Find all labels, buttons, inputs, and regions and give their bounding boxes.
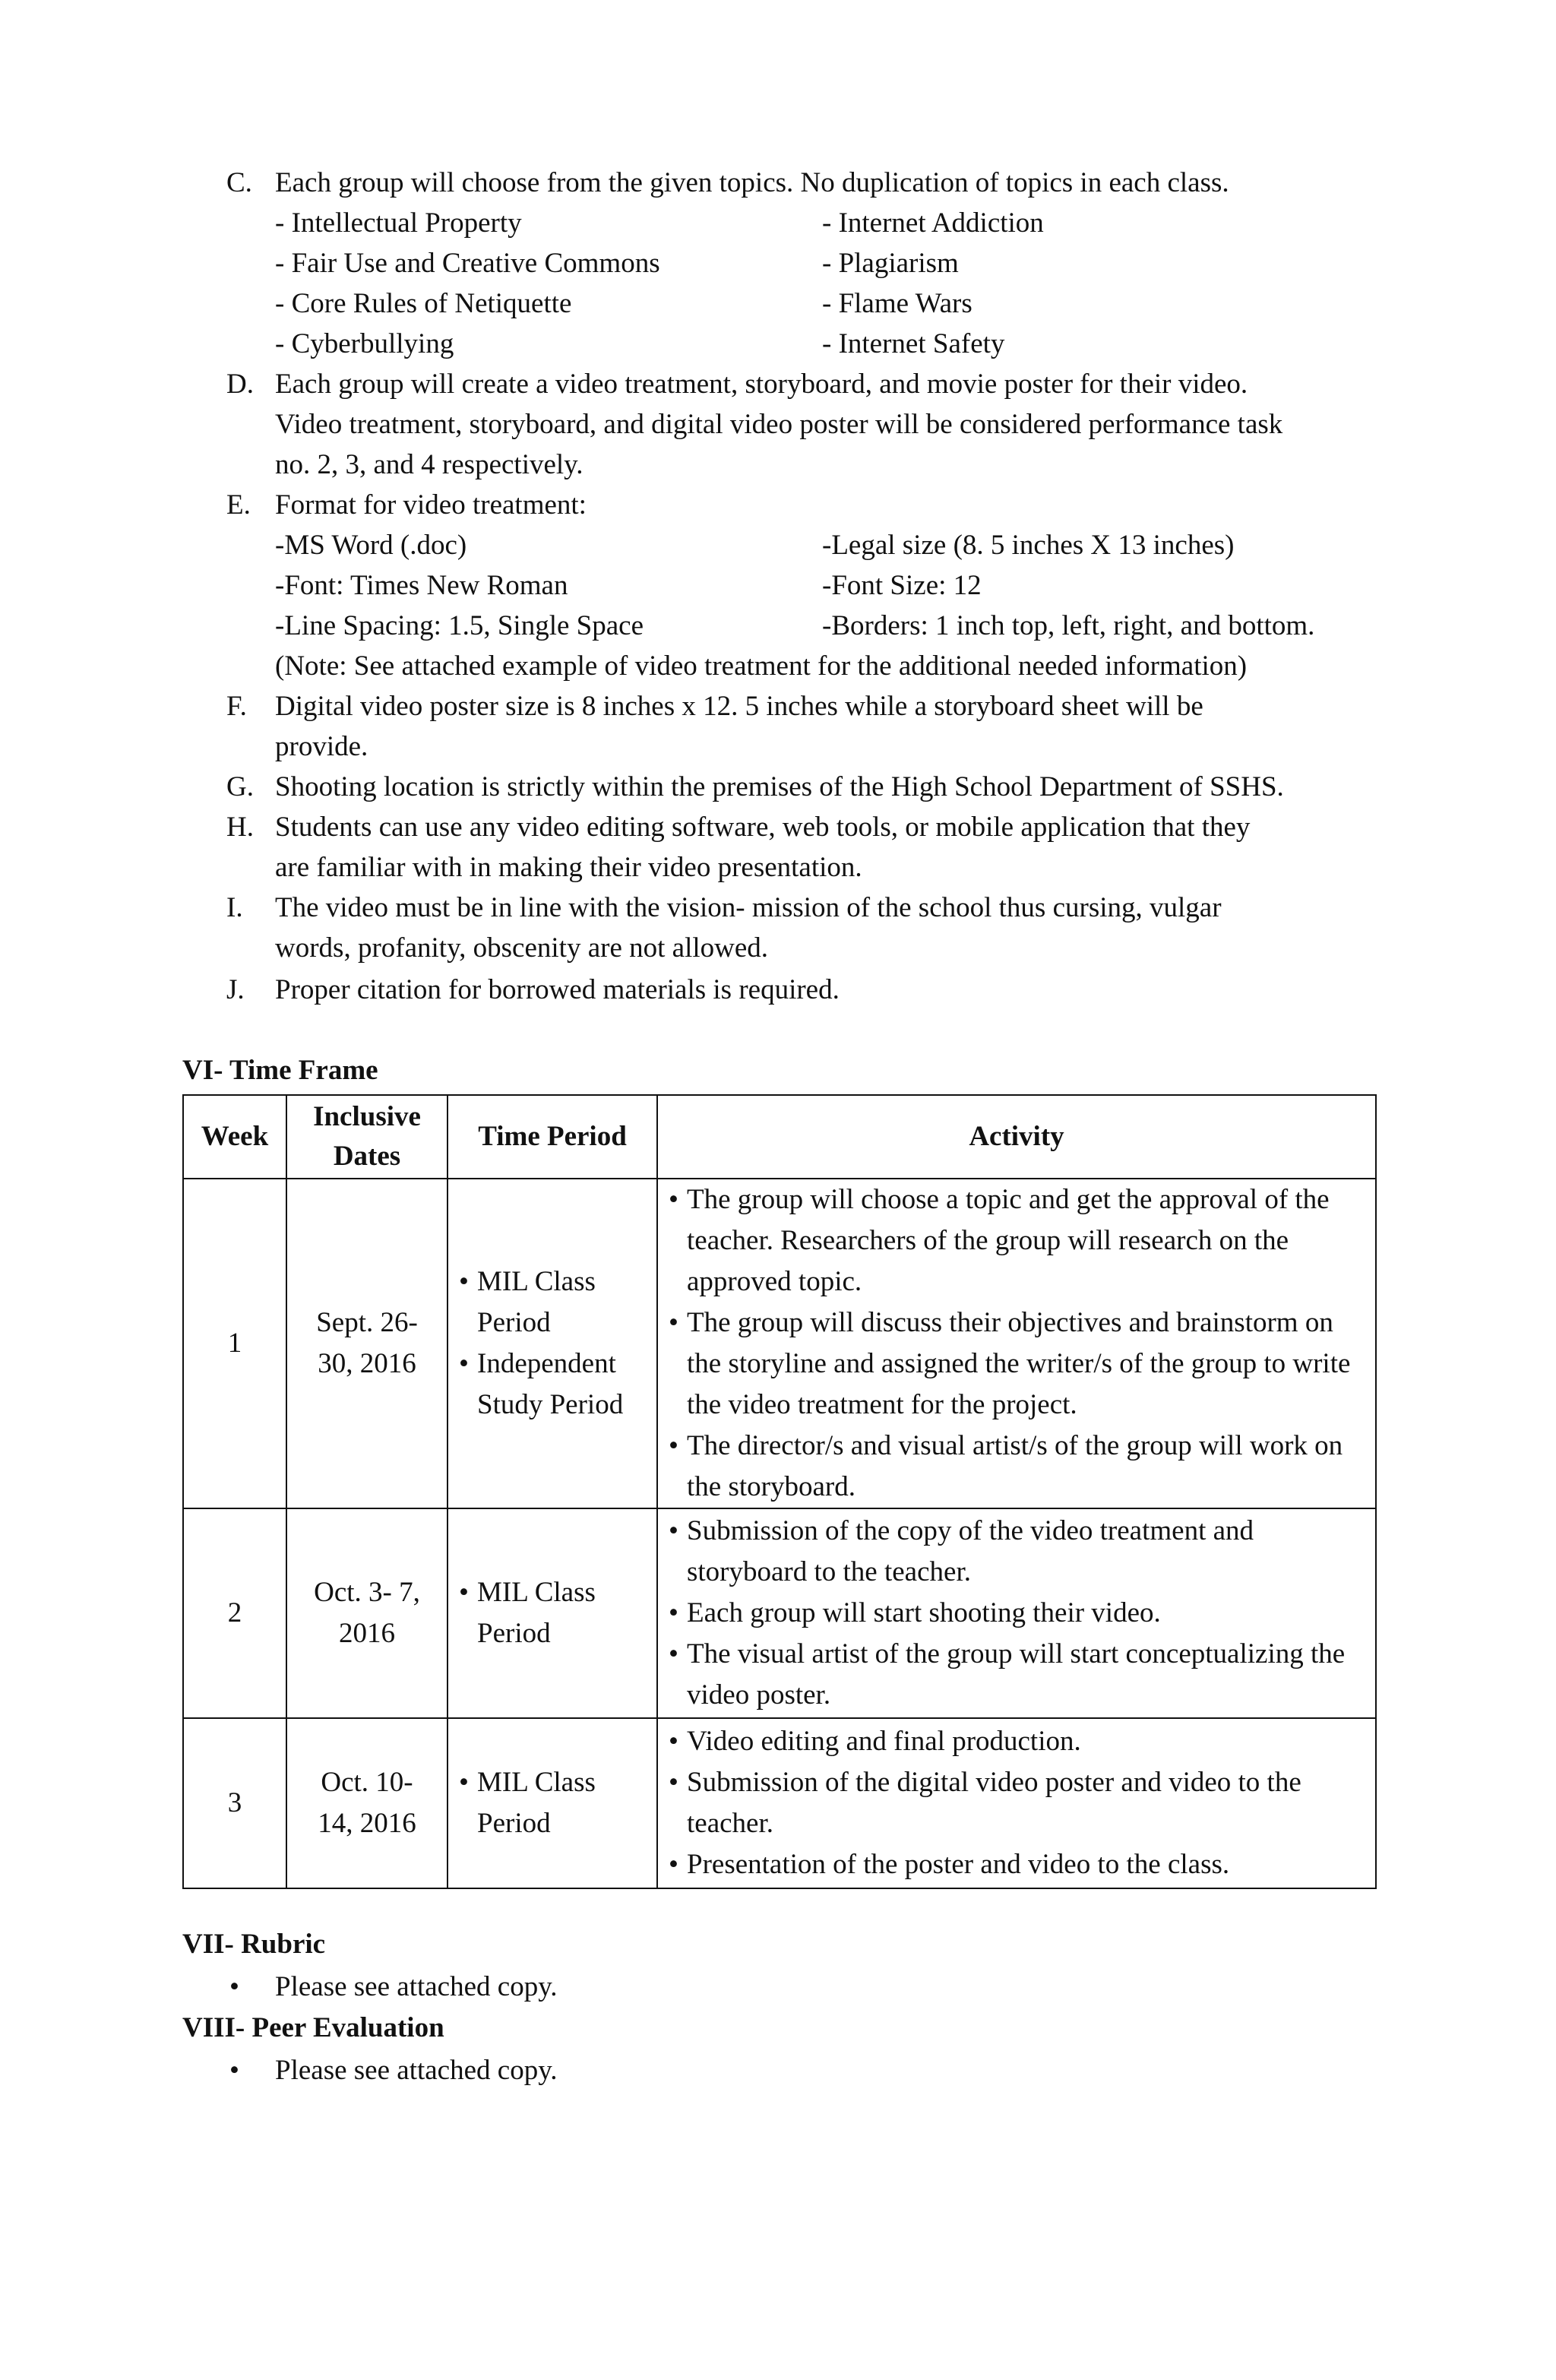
week-cell: 3	[183, 1718, 286, 1888]
item-h-line-1: Students can use any video editing software, web tools, or mobile application that they	[275, 812, 1251, 843]
item-c-text: Each group will choose from the given topics. No duplication of topics in each class.	[275, 167, 1229, 198]
period-line: Period	[477, 1618, 551, 1649]
time-frame-table	[182, 1094, 1377, 1889]
rubric-item: Please see attached copy.	[275, 1971, 558, 2002]
item-j-text: Proper citation for borrowed materials is required.	[275, 974, 840, 1005]
format-note: (Note: See attached example of video treatment for the additional needed information)	[275, 650, 1248, 682]
period-line: • MIL Class	[477, 1767, 596, 1798]
header-dates	[286, 1095, 448, 1179]
item-e-text: Format for video treatment:	[275, 489, 587, 521]
header-activity: Activity	[657, 1095, 1376, 1179]
dates-line: Oct. 10-	[321, 1767, 413, 1798]
activity-item: • The visual artist of the group will start conceptualizing the video poster.	[658, 1634, 1365, 1716]
item-g-text: Shooting location is strictly within the premises of the High School Department of SSHS.	[275, 771, 1284, 802]
activity-item: • Submission of the copy of the video treatment and storyboard to the teacher.	[658, 1511, 1365, 1593]
item-i-letter: I.	[226, 892, 243, 923]
dates-line: Oct. 3- 7,	[314, 1577, 420, 1608]
period-line: Period	[477, 1808, 551, 1839]
format-right-1: -Legal size (8. 5 inches X 13 inches)	[822, 530, 1235, 561]
period-line: • MIL Class	[477, 1266, 596, 1297]
topic-left-1: - Intellectual Property	[275, 207, 522, 239]
time-frame-heading: VI- Time Frame	[182, 1055, 378, 1086]
week-cell: 1	[183, 1179, 286, 1508]
table-row	[183, 1718, 1376, 1888]
period-item	[448, 1261, 656, 1343]
period-item	[448, 1572, 656, 1654]
dates-cell	[286, 1718, 448, 1888]
period-line: • Independent	[477, 1348, 616, 1379]
dates-line: 30, 2016	[318, 1348, 416, 1379]
item-i-line-2: words, profanity, obscenity are not allowed.	[275, 932, 769, 964]
item-d-line-3: no. 2, 3, and 4 respectively.	[275, 449, 584, 480]
dates-cell	[286, 1179, 448, 1508]
topic-right-4: - Internet Safety	[822, 328, 1005, 359]
activity-item: • Video editing and final production.	[658, 1721, 1365, 1762]
week-cell: 2	[183, 1508, 286, 1718]
period-line: • MIL Class	[477, 1577, 596, 1608]
header-dates-line-1: Inclusive	[313, 1101, 421, 1132]
topic-right-3: - Flame Wars	[822, 288, 972, 319]
item-h-letter: H.	[226, 812, 254, 843]
dates-line: 14, 2016	[318, 1808, 416, 1839]
item-h-line-2: are familiar with in making their video presentation.	[275, 852, 862, 883]
topic-left-2: - Fair Use and Creative Commons	[275, 248, 660, 279]
item-f-line-2: provide.	[275, 731, 368, 762]
header-week: Week	[183, 1095, 286, 1179]
item-e-letter: E.	[226, 489, 251, 521]
period-item	[448, 1343, 656, 1426]
peer-evaluation-heading: VIII- Peer Evaluation	[182, 2012, 444, 2043]
bullet-icon: •	[229, 1971, 239, 2002]
header-dates-line-2: Dates	[333, 1141, 401, 1172]
format-left-1: -MS Word (.doc)	[275, 530, 467, 561]
activity-item: • The director/s and visual artist/s of the group will work on the storyboard.	[658, 1426, 1365, 1508]
period-line: Period	[477, 1307, 551, 1338]
activity-item: • The group will discuss their objectives and brainstorm on the storyline and assigned the writer/s of the group to write the video treatment for the project.	[658, 1302, 1365, 1426]
topic-right-2: - Plagiarism	[822, 248, 959, 279]
period-cell	[448, 1718, 657, 1888]
dates-line: 2016	[339, 1618, 395, 1649]
period-item	[448, 1762, 656, 1844]
item-d-line-2: Video treatment, storyboard, and digital video poster will be considered performance task	[275, 409, 1283, 440]
table-row	[183, 1508, 1376, 1718]
activity-cell	[657, 1179, 1376, 1508]
table-row	[183, 1179, 1376, 1508]
activity-item: • Each group will start shooting their video.	[658, 1593, 1365, 1634]
topic-left-4: - Cyberbullying	[275, 328, 454, 359]
item-i-line-1: The video must be in line with the vision- mission of the school thus cursing, vulgar	[275, 892, 1222, 923]
peer-evaluation-item: Please see attached copy.	[275, 2055, 558, 2086]
rubric-heading: VII- Rubric	[182, 1929, 326, 1960]
topic-right-1: - Internet Addiction	[822, 207, 1044, 239]
item-g-letter: G.	[226, 771, 254, 802]
header-period: Time Period	[448, 1095, 657, 1179]
activity-cell	[657, 1508, 1376, 1718]
period-line: Study Period	[477, 1389, 624, 1420]
format-left-2: -Font: Times New Roman	[275, 570, 568, 601]
item-d-line-1: Each group will create a video treatment, storyboard, and movie poster for their video.	[275, 369, 1248, 400]
activity-cell	[657, 1718, 1376, 1888]
format-right-2: -Font Size: 12	[822, 570, 982, 601]
format-left-3: -Line Spacing: 1.5, Single Space	[275, 610, 644, 641]
dates-line: Sept. 26-	[316, 1307, 418, 1338]
dates-cell	[286, 1508, 448, 1718]
activity-item: • The group will choose a topic and get the approval of the teacher. Researchers of the group will research on the approved topic.	[658, 1179, 1365, 1302]
activity-item: • Submission of the digital video poster and video to the teacher.	[658, 1762, 1365, 1844]
period-cell	[448, 1508, 657, 1718]
activity-item: • Presentation of the poster and video to the class.	[658, 1844, 1365, 1885]
item-f-letter: F.	[226, 691, 247, 722]
item-j-letter: J.	[226, 974, 245, 1005]
item-f-line-1: Digital video poster size is 8 inches x 12. 5 inches while a storyboard sheet will be	[275, 691, 1203, 722]
format-right-3: -Borders: 1 inch top, left, right, and bottom.	[822, 610, 1315, 641]
table-header-row	[183, 1095, 1376, 1179]
item-c-letter: C.	[226, 167, 252, 198]
item-d-letter: D.	[226, 369, 254, 400]
bullet-icon: •	[229, 2055, 239, 2086]
topic-left-3: - Core Rules of Netiquette	[275, 288, 572, 319]
period-cell	[448, 1179, 657, 1508]
